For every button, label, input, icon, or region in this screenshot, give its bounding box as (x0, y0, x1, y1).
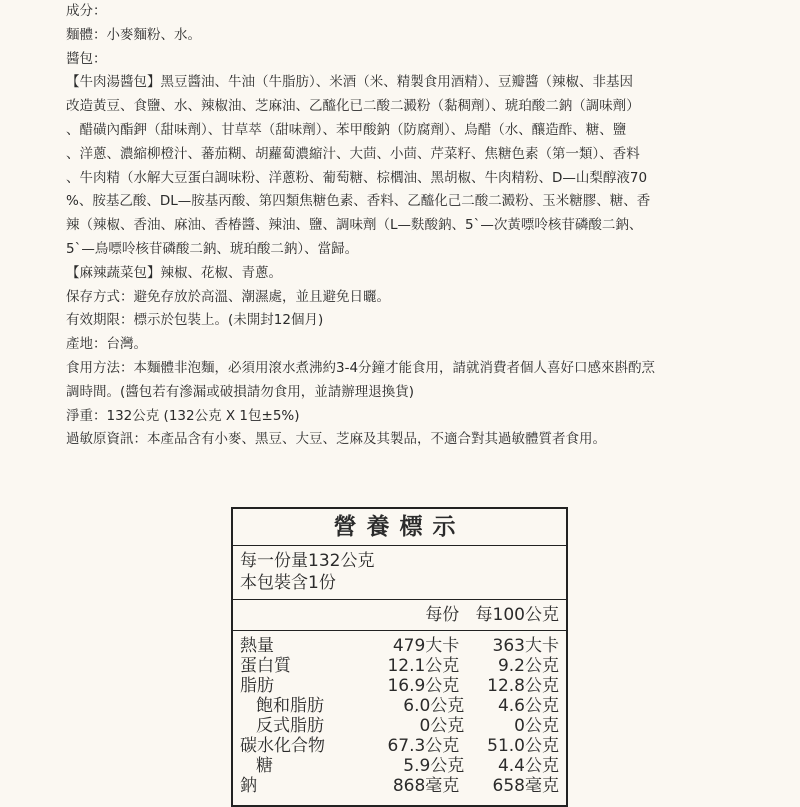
nutrition-row (240, 676, 559, 696)
nutrition-row (240, 716, 559, 736)
nutrient-per-serving: 12.1公克 (387, 656, 460, 676)
nutrient-name: 蛋白質 (240, 656, 291, 676)
nutrient-per-100g: 363大卡 (492, 636, 559, 656)
text-line: %、胺基乙酸、DL—胺基丙酸、第四類焦糖色素、香料、乙醯化己二酸二澱粉、玉米糖膠、糖、香 (66, 193, 651, 210)
nutrition-title: 營養標示 (233, 509, 566, 546)
nutrition-row (240, 696, 559, 716)
nutrient-name: 鈉 (240, 776, 257, 796)
nutrient-per-serving: 67.3公克 (387, 736, 460, 756)
nutrient-name: 飽和脂肪 (256, 696, 324, 716)
nutrient-per-serving: 479大卡 (392, 636, 460, 656)
nutrient-name: 熱量 (240, 636, 274, 656)
nutrient-name: 脂肪 (240, 676, 274, 696)
text-line: 辣（辣椒、香油、麻油、香椿醬、辣油、鹽、調味劑（L—麩酸鈉、5`—次黃嘌呤核苷磷酸二鈉、 (66, 217, 643, 234)
text-line: 過敏原資訊：本產品含有小麥、黑豆、大豆、芝麻及其製品，不適合對其過敏體質者食用。 (66, 431, 606, 448)
nutrient-per-serving: 16.9公克 (387, 676, 460, 696)
nutrition-row (240, 736, 559, 756)
nutrition-header (233, 600, 566, 631)
col-per-serving: 每份 (425, 605, 460, 625)
text-line: 【牛肉湯醬包】黑豆醬油、牛油（牛脂肪）、米酒（米、精製食用酒精）、豆瓣醬（辣椒、非基因 (66, 74, 633, 91)
nutrition-row (240, 756, 559, 776)
text-line: 麵體：小麥麵粉、水。 (66, 26, 201, 43)
servings-per-package: 本包裝含1份 (240, 573, 336, 593)
text-line: 保存方式：避免存放於高溫、潮濕處，並且避免日曬。 (66, 288, 390, 305)
nutrient-per-100g: 9.2公克 (497, 656, 559, 676)
nutrient-per-100g: 12.8公克 (487, 676, 559, 696)
text-line: 、洋蔥、濃縮柳橙汁、蕃茄糊、胡蘿蔔濃縮汁、大茴、小茴、芹菜籽、焦糖色素（第一類）、香料 (66, 145, 640, 162)
text-line: 、醋磺內酯鉀（甜味劑）、甘草萃（甜味劑）、苯甲酸鈉（防腐劑）、烏醋（水、釀造酢、糖、鹽 (66, 121, 627, 138)
nutrient-name: 反式脂肪 (256, 716, 324, 736)
nutrient-per-100g: 658毫克 (492, 776, 559, 796)
nutrient-per-100g: 0公克 (514, 716, 559, 736)
ingredient-text (66, 0, 756, 452)
nutrition-row (240, 656, 559, 676)
serving-size: 每一份量132公克 (240, 551, 375, 571)
nutrient-per-100g: 51.0公克 (487, 736, 559, 756)
nutrient-per-100g: 4.4公克 (497, 756, 559, 776)
nutrition-row (240, 636, 559, 656)
nutrient-per-100g: 4.6公克 (497, 696, 559, 716)
nutrient-per-serving: 6.0公克 (403, 696, 465, 716)
text-line: 調時間。(醬包若有滲漏或破損請勿食用，並請辦理退換貨) (66, 383, 415, 400)
text-line: 產地：台灣。 (66, 336, 147, 353)
col-per-100g: 每100公克 (475, 605, 559, 625)
nutrient-per-serving: 868毫克 (392, 776, 460, 796)
text-line: 有效期限：標示於包裝上。(未開封12個月) (66, 312, 324, 329)
text-line: 食用方法：本麵體非泡麵，必須用滾水煮沸約3-4分鐘才能食用，請就消費者個人喜好口感來斟酌烹 (66, 359, 656, 376)
text-line: 成分： (66, 3, 107, 19)
nutrient-per-serving: 0公克 (419, 716, 465, 736)
nutrition-row (240, 776, 559, 796)
nutrient-per-serving: 5.9公克 (403, 756, 465, 776)
text-line: 【麻辣蔬菜包】辣椒、花椒、青蔥。 (66, 264, 282, 281)
text-line: 5`—鳥嘌呤核苷磷酸二鈉、琥珀酸二鈉）、當歸。 (66, 240, 359, 257)
text-line: 淨重：132公克 (132公克 X 1包±5%) (66, 407, 300, 424)
nutrient-name: 糖 (256, 756, 273, 776)
nutrient-name: 碳水化合物 (240, 736, 325, 756)
text-line: 醬包： (66, 50, 107, 67)
text-line: 改造黃豆、食鹽、水、辣椒油、芝麻油、乙醯化已二酸二澱粉（黏稠劑）、琥珀酸二鈉（調味劑） (66, 98, 640, 115)
serving-info (233, 546, 566, 600)
nutrition-rows (233, 631, 566, 796)
nutrition-table (231, 507, 568, 807)
text-line: 、牛肉精（水解大豆蛋白調味粉、洋蔥粉、葡萄糖、棕櫚油、黑胡椒、牛肉精粉、D—山梨醇液70 (66, 169, 648, 186)
